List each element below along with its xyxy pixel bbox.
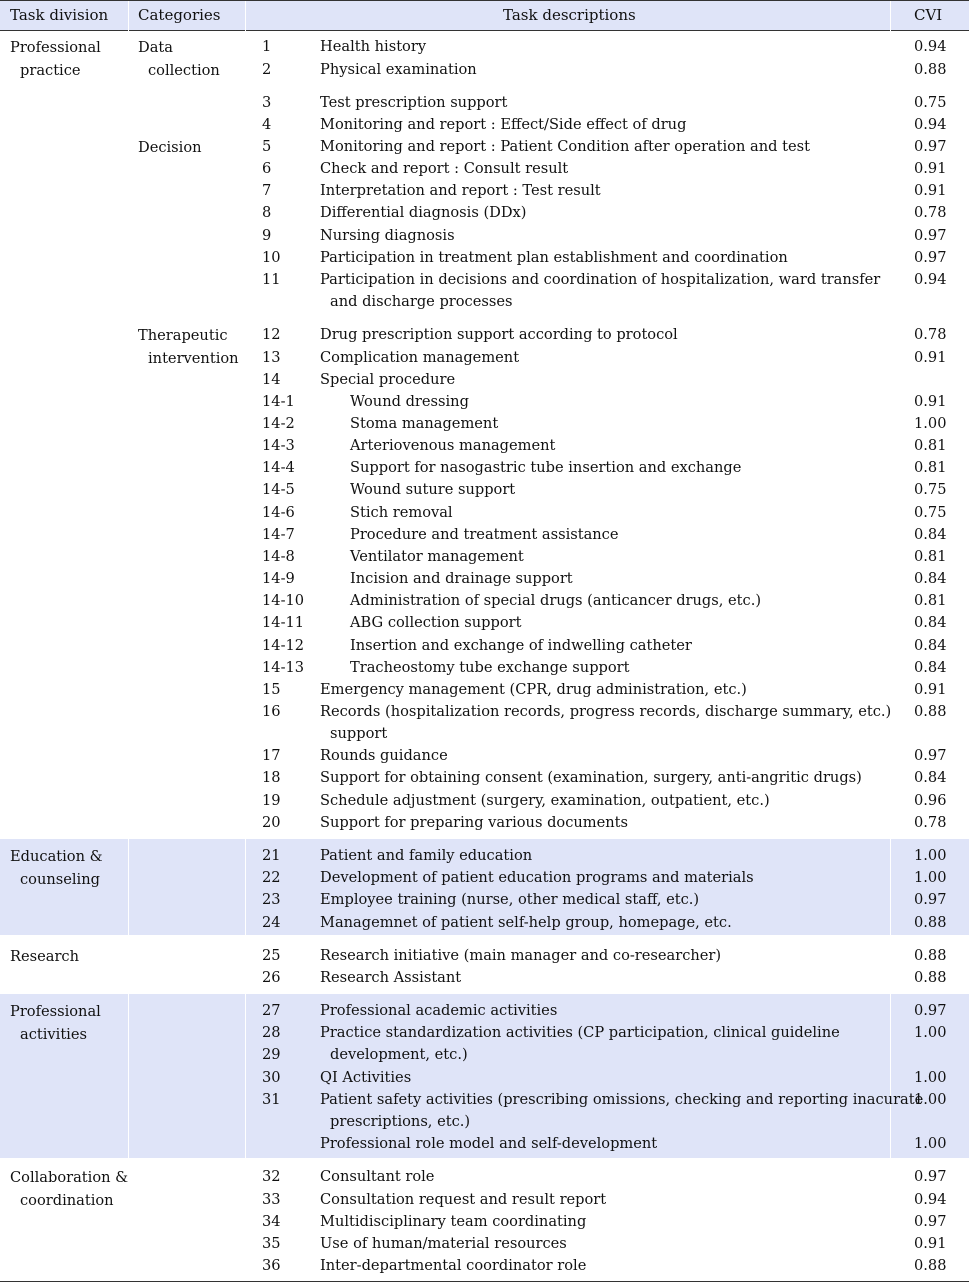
table-row xyxy=(0,1111,969,1133)
task-number: 32 xyxy=(262,1168,281,1185)
task-number: 8 xyxy=(262,204,272,221)
table-row xyxy=(0,391,969,413)
cvi-value: 0.96 xyxy=(914,792,947,809)
task-description: Insertion and exchange of indwelling catheter xyxy=(350,637,692,654)
table-row xyxy=(0,1022,969,1044)
cvi-value: 0.81 xyxy=(914,459,947,476)
cvi-value: 1.00 xyxy=(914,847,947,864)
task-description: ABG collection support xyxy=(350,614,522,631)
cvi-value: 1.00 xyxy=(914,1069,947,1086)
task-description: Stoma management xyxy=(350,415,499,432)
task-number: 14-13 xyxy=(262,659,305,676)
cvi-value: 1.00 xyxy=(914,1024,947,1041)
task-number: 5 xyxy=(262,138,272,155)
task-number: 14-3 xyxy=(262,437,295,454)
cvi-value: 0.94 xyxy=(914,38,947,55)
division-professional-practice: Professional practice xyxy=(10,39,101,79)
table-row xyxy=(0,202,969,224)
task-description: Tracheostomy tube exchange support xyxy=(350,659,630,676)
task-number: 31 xyxy=(262,1091,281,1108)
task-number: 10 xyxy=(262,249,281,266)
table-row xyxy=(0,745,969,767)
task-number: 19 xyxy=(262,792,281,809)
table-row xyxy=(0,1133,969,1155)
cvi-value: 0.84 xyxy=(914,659,947,676)
table-row xyxy=(0,1000,969,1022)
task-number: 28 xyxy=(262,1024,281,1041)
table-row xyxy=(0,867,969,889)
table-row xyxy=(0,701,969,723)
task-description: Complication management xyxy=(320,349,520,366)
task-description: Ventilator management xyxy=(350,548,524,565)
table-row xyxy=(0,1255,969,1277)
task-number: 12 xyxy=(262,326,281,343)
task-number: 7 xyxy=(262,182,272,199)
task-number: 15 xyxy=(262,681,281,698)
task-number: 14-12 xyxy=(262,637,305,654)
task-number: 14-8 xyxy=(262,548,295,565)
task-description: Health history xyxy=(320,38,427,55)
task-description: Participation in treatment plan establishment and coordination xyxy=(320,249,788,266)
task-description: Wound suture support xyxy=(350,481,516,498)
table-row xyxy=(0,679,969,701)
cvi-value: 0.81 xyxy=(914,548,947,565)
table-row xyxy=(0,435,969,457)
task-number: 30 xyxy=(262,1069,281,1086)
task-description: Rounds guidance xyxy=(320,747,448,764)
table-row xyxy=(0,324,969,346)
task-number: 16 xyxy=(262,703,281,720)
task-number: 23 xyxy=(262,891,281,908)
task-number: 14-1 xyxy=(262,393,295,410)
cvi-value: 0.97 xyxy=(914,138,947,155)
cvi-value: 0.97 xyxy=(914,747,947,764)
cvi-value: 0.91 xyxy=(914,393,947,410)
table-row xyxy=(0,546,969,568)
cvi-value: 0.84 xyxy=(914,614,947,631)
category-decision: Decision xyxy=(138,139,202,156)
cvi-value: 0.88 xyxy=(914,914,947,931)
task-number: 14-10 xyxy=(262,592,305,609)
task-description: Wound dressing xyxy=(350,393,469,410)
cvi-value: 0.97 xyxy=(914,1002,947,1019)
table-row xyxy=(0,790,969,812)
cvi-value: 0.97 xyxy=(914,227,947,244)
header-task-division: Task division xyxy=(10,6,109,24)
table-row xyxy=(0,479,969,501)
task-description: Monitoring and report : Effect/Side effect of drug xyxy=(320,116,687,133)
task-description: Records (hospitalization records, progress records, discharge summary, etc.) xyxy=(320,703,892,720)
task-description: and discharge processes xyxy=(330,293,513,310)
task-number: 20 xyxy=(262,814,281,831)
table-row xyxy=(0,1166,969,1188)
task-description: Procedure and treatment assistance xyxy=(350,526,619,543)
table-header xyxy=(0,1,969,31)
table-row xyxy=(0,180,969,202)
cvi-value: 0.88 xyxy=(914,947,947,964)
category-therapeutic-intervention: Therapeutic intervention xyxy=(138,327,239,367)
table-row xyxy=(0,269,969,291)
cvi-value: 0.84 xyxy=(914,769,947,786)
cvi-value: 0.75 xyxy=(914,94,947,111)
cvi-value: 0.97 xyxy=(914,891,947,908)
header-task-descriptions: Task descriptions xyxy=(503,6,636,24)
cvi-value: 0.94 xyxy=(914,1191,947,1208)
cvi-value: 0.97 xyxy=(914,249,947,266)
task-description: Interpretation and report : Test result xyxy=(320,182,601,199)
task-number: 18 xyxy=(262,769,281,786)
task-number: 2 xyxy=(262,61,272,78)
task-number: 4 xyxy=(262,116,272,133)
task-number: 27 xyxy=(262,1002,281,1019)
table-row xyxy=(0,59,969,81)
table-row xyxy=(0,457,969,479)
cvi-value: 0.75 xyxy=(914,504,947,521)
task-number: 36 xyxy=(262,1257,281,1274)
task-number: 29 xyxy=(262,1046,281,1063)
table-row xyxy=(0,590,969,612)
table-row xyxy=(0,767,969,789)
task-number: 25 xyxy=(262,947,281,964)
task-description: Participation in decisions and coordination of hospitalization, ward transfer xyxy=(320,271,881,288)
task-number: 14 xyxy=(262,371,281,388)
cvi-value: 0.81 xyxy=(914,437,947,454)
table-row xyxy=(0,247,969,269)
table-row xyxy=(0,967,969,989)
task-number: 35 xyxy=(262,1235,281,1252)
table-row xyxy=(0,568,969,590)
task-number: 26 xyxy=(262,969,281,986)
cvi-value: 0.91 xyxy=(914,1235,947,1252)
cvi-value: 0.88 xyxy=(914,1257,947,1274)
table-row xyxy=(0,723,969,745)
cvi-value: 0.91 xyxy=(914,681,947,698)
cvi-value: 0.94 xyxy=(914,271,947,288)
task-number: 14-4 xyxy=(262,459,295,476)
task-description: Multidisciplinary team coordinating xyxy=(320,1213,587,1230)
table-row xyxy=(0,36,969,58)
task-description: Research initiative (main manager and co-researcher) xyxy=(320,947,722,964)
division-education-counseling: Education & counseling xyxy=(10,848,103,888)
task-number: 14-5 xyxy=(262,481,295,498)
table-row xyxy=(0,657,969,679)
cvi-value: 1.00 xyxy=(914,415,947,432)
task-description: Patient safety activities (prescribing omissions, checking and reporting inacurate xyxy=(320,1091,924,1108)
table-row xyxy=(0,136,969,158)
division-collaboration-coordination: Collaboration & coordination xyxy=(10,1169,129,1209)
task-number: 14-7 xyxy=(262,526,295,543)
task-number: 3 xyxy=(262,94,272,111)
task-description: Support for obtaining consent (examination, surgery, anti-angritic drugs) xyxy=(320,769,862,786)
division-research: Research xyxy=(10,948,79,965)
cvi-value: 1.00 xyxy=(914,869,947,886)
task-description: Physical examination xyxy=(320,61,477,78)
cvi-value: 0.75 xyxy=(914,481,947,498)
table-row xyxy=(0,612,969,634)
table-row xyxy=(0,158,969,180)
header-cvi: CVI xyxy=(914,6,943,24)
cvi-value: 0.81 xyxy=(914,592,947,609)
task-number: 6 xyxy=(262,160,272,177)
header-categories: Categories xyxy=(138,6,221,24)
cvi-value: 0.78 xyxy=(914,204,947,221)
task-number: 1 xyxy=(262,38,272,55)
table-row xyxy=(0,114,969,136)
task-number: 14-9 xyxy=(262,570,295,587)
task-description: Incision and drainage support xyxy=(350,570,573,587)
task-description: Check and report : Consult result xyxy=(320,160,569,177)
task-description: Special procedure xyxy=(320,371,456,388)
cvi-value: 1.00 xyxy=(914,1091,947,1108)
cvi-value: 0.78 xyxy=(914,814,947,831)
task-number: 34 xyxy=(262,1213,281,1230)
task-number: 17 xyxy=(262,747,281,764)
task-number: 22 xyxy=(262,869,281,886)
table-row xyxy=(0,92,969,114)
cvi-value: 0.84 xyxy=(914,637,947,654)
table-row xyxy=(0,812,969,834)
table-row xyxy=(0,845,969,867)
cvi-value: 0.91 xyxy=(914,349,947,366)
table-row xyxy=(0,945,969,967)
division-professional-activities: Professional activities xyxy=(10,1003,101,1043)
task-number: 33 xyxy=(262,1191,281,1208)
table-row xyxy=(0,225,969,247)
task-description: Practice standardization activities (CP participation, clinical guideline xyxy=(320,1024,840,1041)
task-number: 9 xyxy=(262,227,272,244)
task-description: prescriptions, etc.) xyxy=(330,1113,471,1130)
task-description: Research Assistant xyxy=(320,969,462,986)
task-number: 21 xyxy=(262,847,281,864)
task-description: Consultant role xyxy=(320,1168,435,1185)
cvi-value: 0.91 xyxy=(914,182,947,199)
table-row xyxy=(0,413,969,435)
task-description: QI Activities xyxy=(320,1069,412,1086)
task-description: Consultation request and result report xyxy=(320,1191,607,1208)
task-number: 13 xyxy=(262,349,281,366)
table-row xyxy=(0,347,969,369)
task-number: 24 xyxy=(262,914,281,931)
task-description: Nursing diagnosis xyxy=(320,227,455,244)
table-row xyxy=(0,1067,969,1089)
table-row xyxy=(0,889,969,911)
cvi-value: 0.97 xyxy=(914,1168,947,1185)
table-row xyxy=(0,291,969,313)
task-description: Employee training (nurse, other medical staff, etc.) xyxy=(320,891,700,908)
cvi-value: 0.88 xyxy=(914,969,947,986)
task-description: Schedule adjustment (surgery, examination, outpatient, etc.) xyxy=(320,792,770,809)
table-row xyxy=(0,1211,969,1233)
task-description: Test prescription support xyxy=(320,94,508,111)
task-description: Stich removal xyxy=(350,504,453,521)
cvi-value: 0.84 xyxy=(914,526,947,543)
cvi-value: 0.88 xyxy=(914,61,947,78)
task-description: Emergency management (CPR, drug administration, etc.) xyxy=(320,681,747,698)
table-row xyxy=(0,1189,969,1211)
table-row xyxy=(0,635,969,657)
table-row xyxy=(0,369,969,391)
table-row xyxy=(0,1089,969,1111)
cvi-value: 0.97 xyxy=(914,1213,947,1230)
table-row xyxy=(0,524,969,546)
task-description: Drug prescription support according to protocol xyxy=(320,326,678,343)
table-row xyxy=(0,1044,969,1066)
cvi-value: 0.84 xyxy=(914,570,947,587)
cvi-value: 0.94 xyxy=(914,116,947,133)
task-number: 14-2 xyxy=(262,415,295,432)
task-description: Monitoring and report : Patient Condition after operation and test xyxy=(320,138,810,155)
task-number: 14-6 xyxy=(262,504,295,521)
task-description: development, etc.) xyxy=(330,1046,468,1063)
task-description: Use of human/material resources xyxy=(320,1235,567,1252)
task-description: Patient and family education xyxy=(320,847,533,864)
task-description: Inter-departmental coordinator role xyxy=(320,1257,587,1274)
task-description: Professional role model and self-development xyxy=(320,1135,658,1152)
cvi-value: 0.91 xyxy=(914,160,947,177)
task-description: Support for preparing various documents xyxy=(320,814,629,831)
task-description: Differential diagnosis (DDx) xyxy=(320,204,527,221)
table-row xyxy=(0,1233,969,1255)
table-row xyxy=(0,502,969,524)
task-description: Development of patient education programs and materials xyxy=(320,869,754,886)
task-number: 11 xyxy=(262,271,281,288)
cvi-value: 1.00 xyxy=(914,1135,947,1152)
task-description: Managemnet of patient self-help group, homepage, etc. xyxy=(320,914,732,931)
table-row xyxy=(0,912,969,934)
task-description: support xyxy=(330,725,388,742)
cvi-value: 0.88 xyxy=(914,703,947,720)
task-description: Support for nasogastric tube insertion and exchange xyxy=(350,459,742,476)
cvi-value: 0.78 xyxy=(914,326,947,343)
task-number: 14-11 xyxy=(262,614,305,631)
task-description: Arteriovenous management xyxy=(350,437,556,454)
task-description: Administration of special drugs (anticancer drugs, etc.) xyxy=(350,592,762,609)
task-description: Professional academic activities xyxy=(320,1002,558,1019)
category-data-collection: Data collection xyxy=(138,39,220,79)
